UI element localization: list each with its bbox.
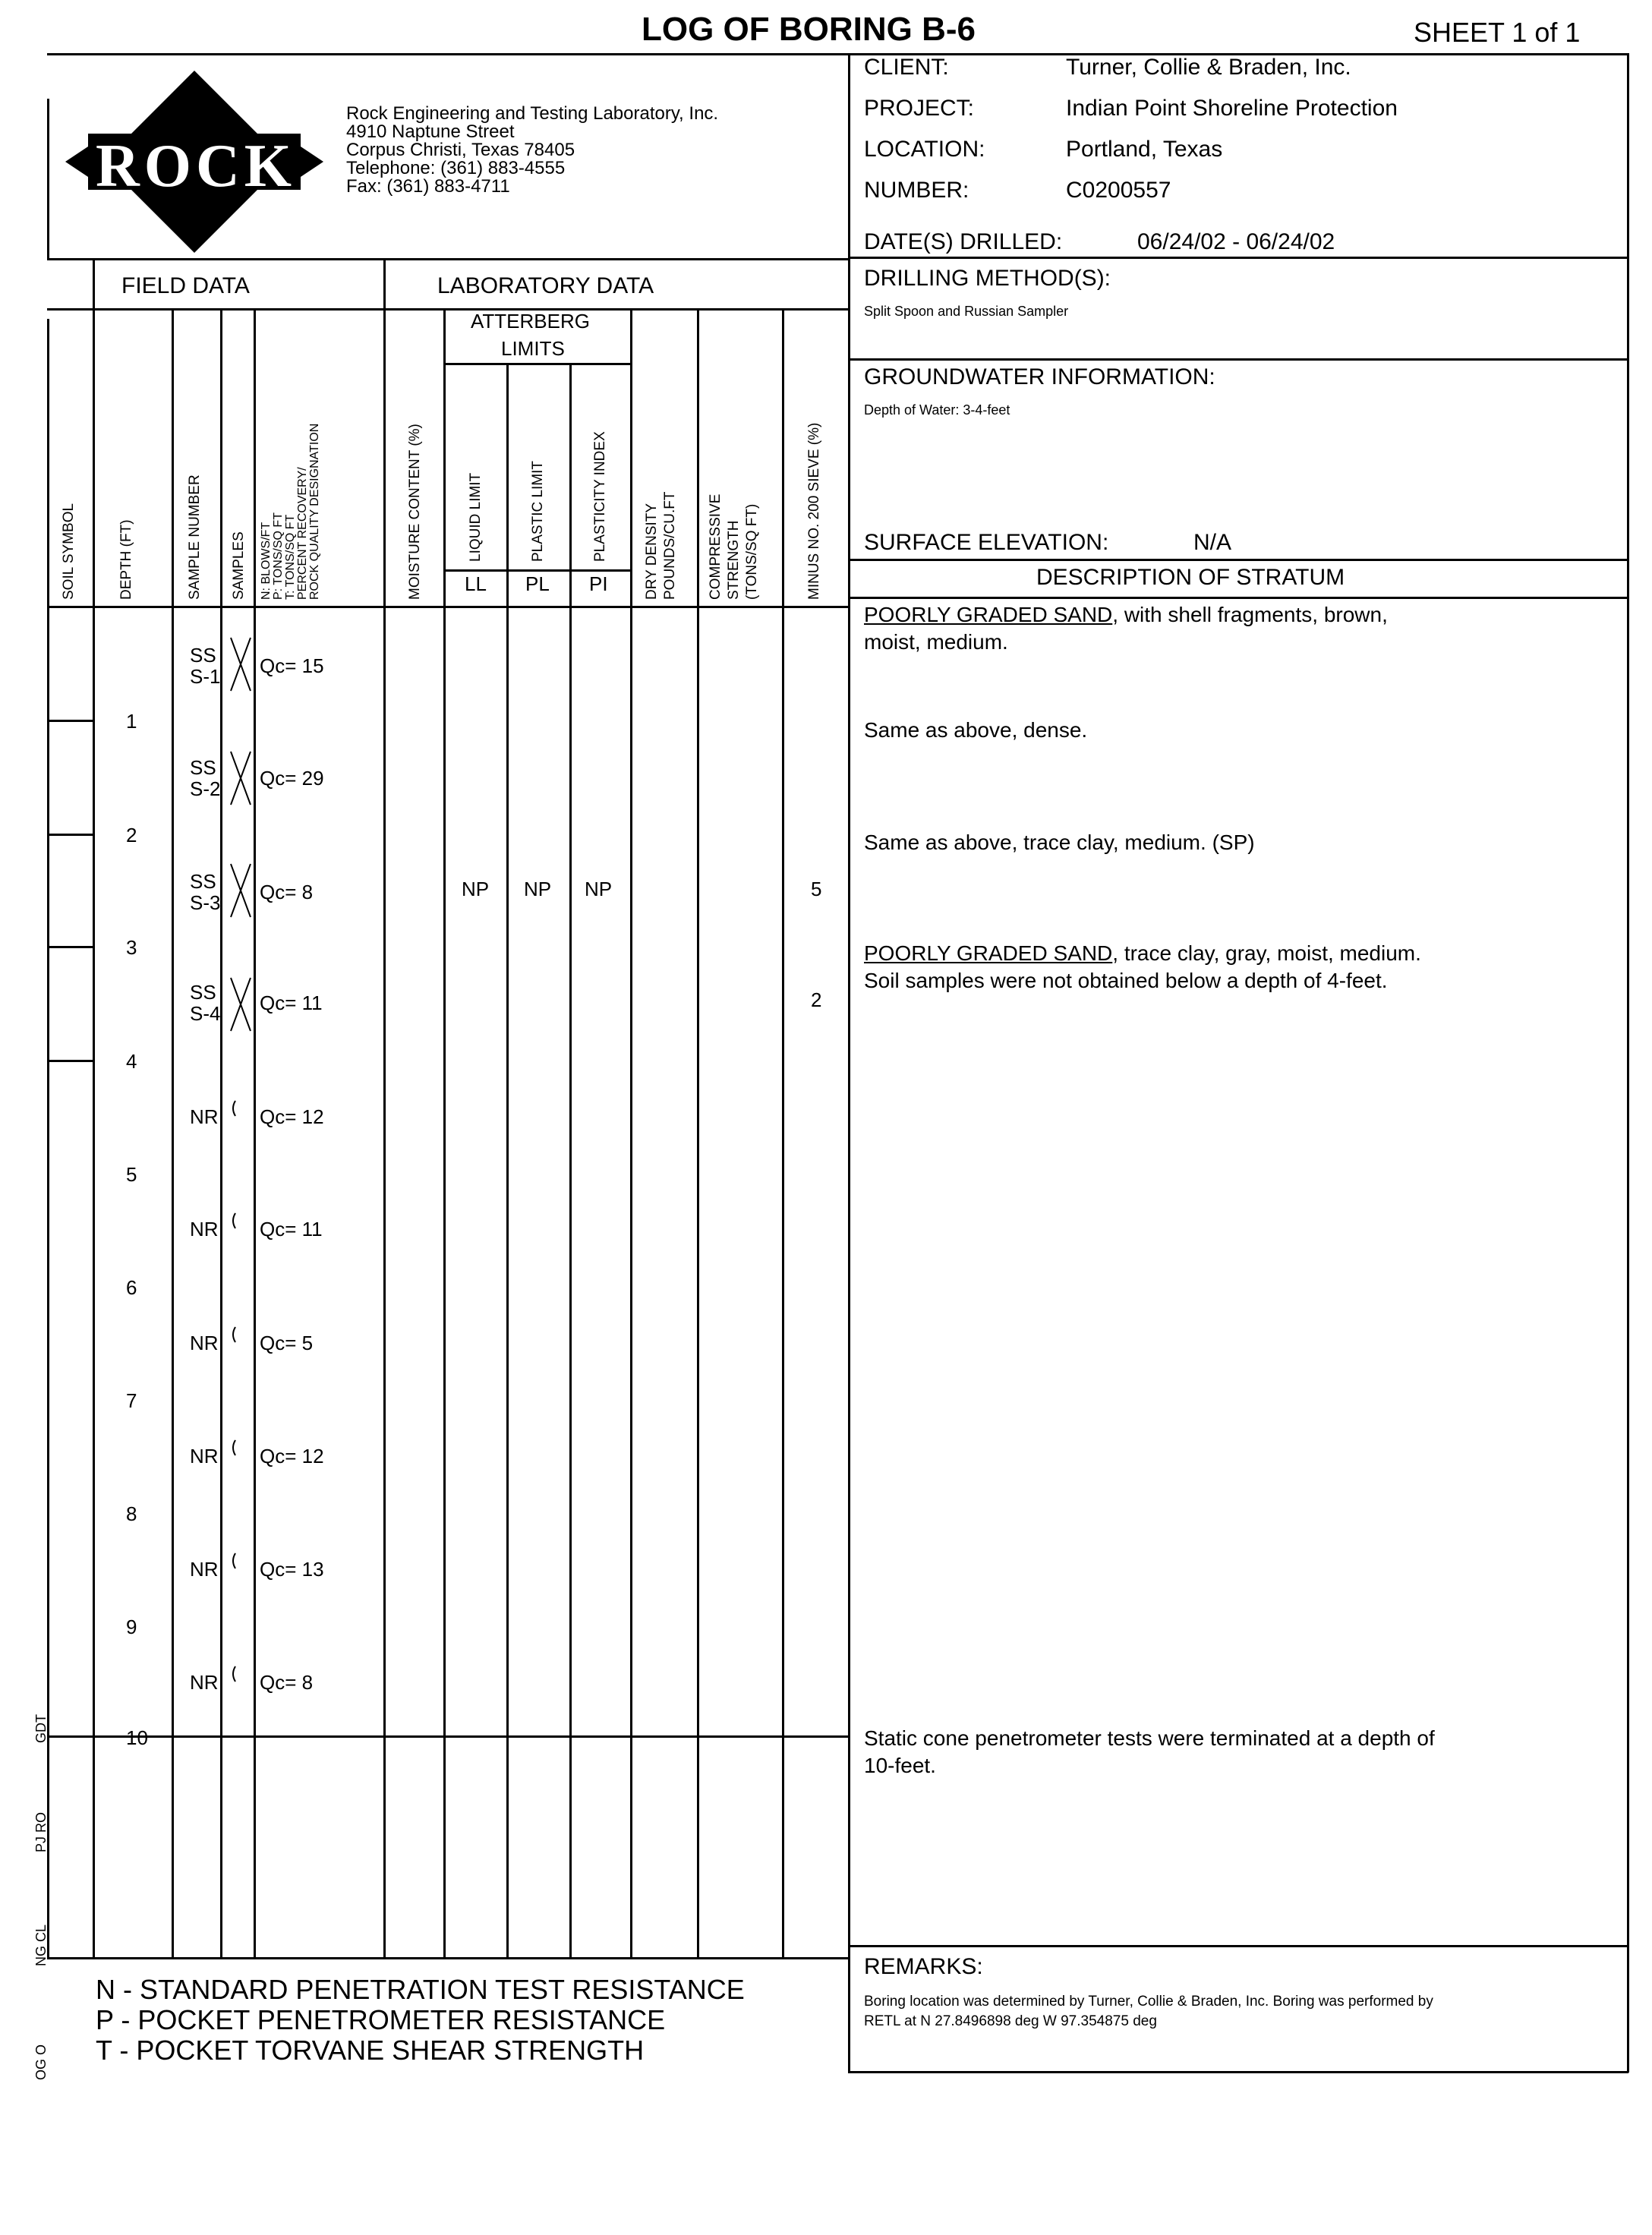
sample-5-type: NR xyxy=(190,1105,219,1128)
samples-header: SAMPLES xyxy=(231,531,247,600)
depth-label-8: 8 xyxy=(126,1502,137,1525)
minus200-header: MINUS NO. 200 SIEVE (%) xyxy=(806,422,822,600)
termination-line1: Static cone penetrometer tests were terminated at a depth of xyxy=(864,1726,1435,1750)
sample-8-value: Qc= 12 xyxy=(260,1445,324,1467)
sample-3-minus200: 5 xyxy=(811,878,822,900)
margin-code-og: OG O xyxy=(33,2044,49,2080)
groundwater-line xyxy=(848,358,1628,361)
table-bottom xyxy=(47,1957,849,1959)
sample-3-value: Qc= 8 xyxy=(260,881,314,903)
liquid-limit-header: LIQUID LIMIT xyxy=(468,472,484,562)
project-label: PROJECT: xyxy=(864,96,975,121)
sample-7-type: NR xyxy=(190,1332,219,1354)
drilling-label: DRILLING METHOD(S): xyxy=(864,266,1111,291)
col-line-10 xyxy=(697,308,699,1959)
dry-density-header-2: POUNDS/CU.FT xyxy=(662,491,678,600)
sample-4-minus200: 2 xyxy=(811,988,822,1011)
col-line-5 xyxy=(383,308,386,1959)
sheet-number: SHEET 1 of 1 xyxy=(1414,17,1581,48)
col-line-8 xyxy=(569,363,572,1959)
description-header-bottom xyxy=(848,597,1628,599)
compressive-header-1: COMPRESSIVE xyxy=(708,493,724,600)
col-line-3 xyxy=(220,308,222,1959)
field-lab-divider xyxy=(383,258,386,310)
plastic-limit-header: PLASTIC LIMIT xyxy=(530,460,546,562)
blows-header-2: P: TONS/SQ FT xyxy=(272,512,285,600)
soil-tick-1 xyxy=(47,720,93,722)
blows-header-4: PERCENT RECOVERY/ xyxy=(296,467,309,600)
sample-interval-marks xyxy=(228,607,254,1739)
stratum-4-line2: Soil samples were not obtained below a depth of 4-feet. xyxy=(864,969,1388,992)
sample-1-id: S-1 xyxy=(190,665,221,688)
sample-10-value: Qc= 8 xyxy=(260,1671,314,1694)
client-label: CLIENT: xyxy=(864,55,949,80)
sample-1-type: SS xyxy=(190,644,216,667)
lab-data-label: LABORATORY DATA xyxy=(437,273,654,298)
dry-density-header-1: DRY DENSITY xyxy=(644,503,660,600)
blows-header-3: T: TONS/SQ FT xyxy=(284,514,297,600)
blows-header-1: N: BLOWS/FT xyxy=(260,522,273,600)
sample-9-type: NR xyxy=(190,1558,219,1581)
remarks-label: REMARKS: xyxy=(864,1954,983,1979)
stratum-1-line2: moist, medium. xyxy=(864,630,1008,654)
stratum-1-title: POORLY GRADED SAND xyxy=(864,603,1113,626)
depth-label-6: 6 xyxy=(126,1276,137,1299)
depth-label-5: 5 xyxy=(126,1163,137,1186)
stratum-4-rest: , trace clay, gray, moist, medium. xyxy=(1112,941,1421,965)
company-telephone: Telephone: (361) 883-4555 xyxy=(346,158,566,178)
dates-label: DATE(S) DRILLED: xyxy=(864,229,1063,254)
frame-left-top xyxy=(47,99,49,258)
frame-right xyxy=(1627,53,1629,2073)
sample-number-header: SAMPLE NUMBER xyxy=(187,474,203,600)
stratum-4-title: POORLY GRADED SAND xyxy=(864,941,1113,965)
date-line xyxy=(848,257,1628,259)
depth-label-3: 3 xyxy=(126,936,137,959)
depth-label-9: 9 xyxy=(126,1616,137,1638)
sample-2-type: SS xyxy=(190,756,216,779)
company-fax: Fax: (361) 883-4711 xyxy=(346,176,510,197)
elevation-value: N/A xyxy=(1193,530,1232,555)
client-value: Turner, Collie & Braden, Inc. xyxy=(1066,55,1351,80)
soil-symbol-header: SOIL SYMBOL xyxy=(61,503,77,600)
sample-3-pi: NP xyxy=(585,878,613,900)
groundwater-label: GROUNDWATER INFORMATION: xyxy=(864,364,1215,389)
page-title: LOG OF BORING B-6 xyxy=(642,11,976,48)
col-line-4 xyxy=(254,308,256,1959)
rock-logo xyxy=(58,67,331,257)
depth-label-7: 7 xyxy=(126,1389,137,1412)
field-data-label: FIELD DATA xyxy=(121,273,250,298)
sample-5-value: Qc= 12 xyxy=(260,1105,324,1128)
sample-6-value: Qc= 11 xyxy=(260,1218,323,1240)
remarks-bottom xyxy=(848,2071,1628,2073)
termination-line2: 10-feet. xyxy=(864,1754,936,1777)
dates-value: 06/24/02 - 06/24/02 xyxy=(1137,229,1335,254)
company-street: 4910 Naptune Street xyxy=(346,121,515,142)
logo-text: ROCK xyxy=(96,133,296,200)
number-value: C0200557 xyxy=(1066,178,1171,203)
sample-4-id: S-4 xyxy=(190,1002,221,1025)
margin-code-gdt: GDT xyxy=(33,1714,49,1743)
ll-label: LL xyxy=(465,572,487,595)
project-value: Indian Point Shoreline Protection xyxy=(1066,96,1398,121)
description-header-top xyxy=(848,559,1628,561)
depth-label-10: 10 xyxy=(126,1726,148,1749)
pi-label: PI xyxy=(589,572,608,595)
col-line-1 xyxy=(93,258,95,1959)
soil-tick-3 xyxy=(47,946,93,948)
pl-label: PL xyxy=(525,572,550,595)
frame-divider xyxy=(848,53,850,2073)
legend-t: T - POCKET TORVANE SHEAR STRENGTH xyxy=(96,2035,645,2066)
location-value: Portland, Texas xyxy=(1066,137,1223,162)
location-label: LOCATION: xyxy=(864,137,985,162)
termination-line xyxy=(47,1735,849,1738)
compressive-header-3: (TONS/SQ FT) xyxy=(744,503,760,600)
sample-2-value: Qc= 29 xyxy=(260,767,324,790)
frame-top xyxy=(47,53,1629,55)
sample-9-value: Qc= 13 xyxy=(260,1558,324,1581)
sample-1-value: Qc= 15 xyxy=(260,654,324,677)
sample-4-type: SS xyxy=(190,981,216,1004)
sample-3-ll: NP xyxy=(462,878,490,900)
moisture-header: MOISTURE CONTENT (%) xyxy=(407,424,423,600)
col-line-7 xyxy=(506,363,509,1959)
soil-tick-2 xyxy=(47,834,93,836)
drilling-value: Split Spoon and Russian Sampler xyxy=(864,304,1069,319)
legend-n: N - STANDARD PENETRATION TEST RESISTANCE xyxy=(96,1974,745,2005)
col-line-6 xyxy=(443,308,446,1959)
margin-code-pj: PJ RO xyxy=(33,1811,49,1852)
elevation-label: SURFACE ELEVATION: xyxy=(864,530,1109,555)
sample-3-id: S-3 xyxy=(190,891,221,914)
depth-label-4: 4 xyxy=(126,1050,137,1073)
depth-label-1: 1 xyxy=(126,710,137,733)
remarks-top xyxy=(848,1945,1628,1947)
company-name: Rock Engineering and Testing Laboratory, Inc. xyxy=(346,103,719,124)
plasticity-index-header: PLASTICITY INDEX xyxy=(592,431,608,562)
description-header: DESCRIPTION OF STRATUM xyxy=(1036,565,1345,590)
column-header-bottom xyxy=(47,606,849,608)
depth-header: DEPTH (FT) xyxy=(118,519,134,600)
sample-3-pl: NP xyxy=(524,878,552,900)
stratum-3: Same as above, trace clay, medium. (SP) xyxy=(864,831,1255,854)
sample-7-value: Qc= 5 xyxy=(260,1332,314,1354)
stratum-2: Same as above, dense. xyxy=(864,718,1088,742)
company-city: Corpus Christi, Texas 78405 xyxy=(346,140,575,160)
sample-2-id: S-2 xyxy=(190,777,221,800)
sample-4-value: Qc= 11 xyxy=(260,991,323,1014)
section-header-line xyxy=(47,308,849,311)
col-line-11 xyxy=(782,308,784,1959)
atterberg-line xyxy=(443,363,632,365)
soil-tick-4 xyxy=(47,1060,93,1062)
sample-6-type: NR xyxy=(190,1218,219,1240)
ll-pl-pi-top xyxy=(443,569,632,572)
margin-code-ng: NG CL xyxy=(33,1924,49,1966)
stratum-1-rest: , with shell fragments, brown, xyxy=(1112,603,1388,626)
remarks-line1: Boring location was determined by Turner, Collie & Braden, Inc. Boring was performed by xyxy=(864,1994,1433,2010)
sample-8-type: NR xyxy=(190,1445,219,1467)
stratum-4-line1 xyxy=(864,941,1421,966)
blows-header-5: ROCK QUALITY DESIGNATION xyxy=(308,423,321,600)
legend-p: P - POCKET PENETROMETER RESISTANCE xyxy=(96,2004,666,2035)
col-line-2 xyxy=(172,308,174,1959)
sample-3-type: SS xyxy=(190,870,216,893)
atterberg-label: ATTERBERG xyxy=(471,310,590,333)
limits-label: LIMITS xyxy=(501,337,565,360)
number-label: NUMBER: xyxy=(864,178,969,203)
compressive-header-2: STRENGTH xyxy=(726,520,742,600)
col-line-0 xyxy=(47,319,49,1959)
depth-label-2: 2 xyxy=(126,824,137,846)
sample-10-type: NR xyxy=(190,1671,219,1694)
logo-bottom xyxy=(47,258,849,260)
groundwater-value: Depth of Water: 3-4-feet xyxy=(864,402,1010,418)
col-line-9 xyxy=(630,308,632,1959)
remarks-line2: RETL at N 27.8496898 deg W 97.354875 deg xyxy=(864,2013,1157,2029)
stratum-1-line1 xyxy=(864,603,1388,627)
